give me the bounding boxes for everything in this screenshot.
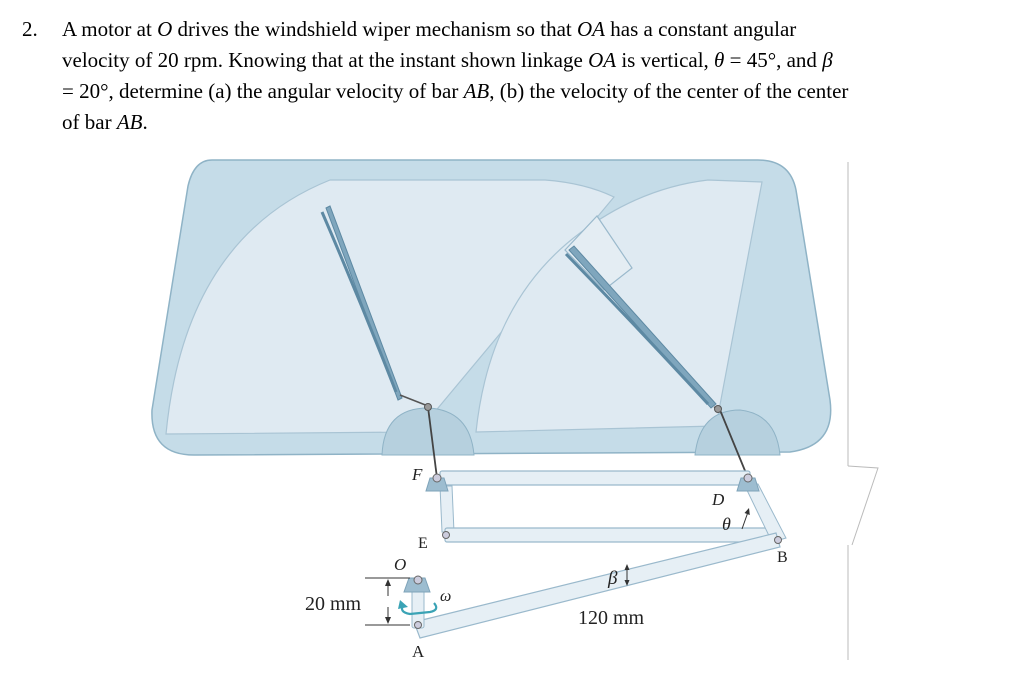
text-fragment: A motor at bbox=[62, 17, 158, 41]
pin-e bbox=[443, 532, 450, 539]
var-theta: θ bbox=[714, 48, 725, 72]
beta-arrowhead-up-icon bbox=[625, 564, 630, 570]
problem-number: 2. bbox=[22, 17, 38, 41]
pin-b bbox=[775, 537, 782, 544]
dim-arrowhead-down-icon bbox=[385, 617, 391, 624]
text-fragment: drives the windshield wiper mechanism so that bbox=[172, 17, 578, 41]
dim-arrowhead-up-icon bbox=[385, 579, 391, 586]
label-e: E bbox=[418, 535, 428, 552]
theta-arrow bbox=[742, 512, 748, 529]
label-theta: θ bbox=[722, 514, 731, 534]
pin-f bbox=[433, 474, 441, 482]
text-fragment: has a constant angular bbox=[605, 17, 797, 41]
dash-edge-line bbox=[848, 466, 878, 545]
link-bar-fd bbox=[440, 471, 750, 485]
dim-label-oa: 20 mm bbox=[305, 593, 362, 615]
pin-d bbox=[744, 474, 752, 482]
label-omega: ω bbox=[440, 588, 452, 605]
dim-label-ab: 120 mm bbox=[578, 607, 645, 629]
var-OA: OA bbox=[588, 48, 617, 72]
label-f: F bbox=[412, 465, 423, 484]
pin-right-wiper bbox=[715, 406, 722, 413]
problem-statement bbox=[22, 14, 1012, 138]
pin-a bbox=[415, 622, 422, 629]
problem-line-1 bbox=[62, 14, 1012, 45]
pin-left-wiper bbox=[425, 404, 432, 411]
text-fragment: . bbox=[142, 110, 148, 134]
label-beta: β bbox=[608, 568, 618, 589]
theta-arrowhead-icon bbox=[745, 508, 750, 515]
text-fragment: is vertical, bbox=[616, 48, 715, 72]
var-OA: OA bbox=[577, 17, 606, 41]
problem-line-3 bbox=[62, 76, 1012, 107]
label-b: B bbox=[777, 549, 788, 566]
var-AB: AB bbox=[116, 110, 143, 134]
wiper-mechanism-figure bbox=[0, 150, 1024, 697]
var-beta: β bbox=[822, 48, 833, 72]
text-fragment: velocity of 20 rpm. Knowing that at the instant shown linkage bbox=[62, 48, 589, 72]
link-bar-vertical bbox=[440, 486, 454, 532]
var-O: O bbox=[157, 17, 173, 41]
problem-line-4 bbox=[62, 107, 1012, 138]
problem-text bbox=[62, 14, 1012, 138]
text-fragment: = 45°, and bbox=[724, 48, 823, 72]
text-fragment: = 20°, determine (a) the angular velocity of bar bbox=[62, 79, 464, 103]
text-fragment: of bar bbox=[62, 110, 117, 134]
var-AB: AB bbox=[463, 79, 490, 103]
label-a: A bbox=[412, 642, 425, 661]
omega-arrowhead-icon bbox=[398, 600, 408, 609]
pin-o bbox=[414, 576, 422, 584]
text-fragment: , (b) the velocity of the center of the center bbox=[489, 79, 849, 103]
label-o: O bbox=[394, 555, 407, 574]
label-d: D bbox=[712, 490, 725, 509]
problem-line-2 bbox=[62, 45, 1012, 76]
